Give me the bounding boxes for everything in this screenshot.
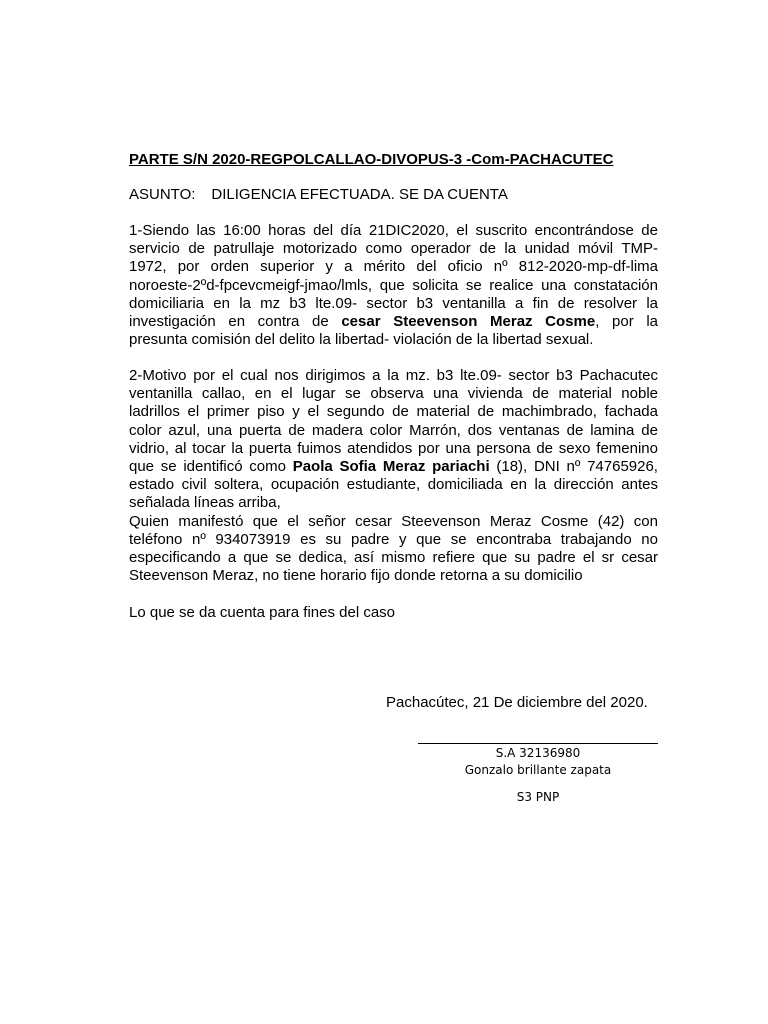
paragraph-line: 1972, por orden superior y a mérito del oficio nº 812-2020-mp-df-lima	[129, 258, 658, 276]
paragraph-line: 2-Motivo por el cual nos dirigimos a la mz. b3 lte.09- sector b3 Pachacutec	[129, 367, 658, 384]
paragraph-line: domiciliaria en la mz b3 lte.09- sector b3 ventanilla a fin de resolver la	[129, 294, 658, 312]
witness-name: Paola Sofia Meraz pariachi	[292, 458, 490, 476]
paragraph-line: 1-Siendo las 16:00 horas del día 21DIC2020, el suscrito encontrándose de	[129, 222, 658, 239]
text-after: , por la	[595, 313, 659, 331]
text-before: que se identificó como	[129, 458, 286, 476]
paragraph-line: Steevenson Meraz, no tiene horario fijo donde retorna a su domicilio	[129, 567, 583, 585]
signature-name: Gonzalo brillante zapata	[464, 763, 612, 777]
paragraph-line: servicio de patrullaje motorizado como operador de la unidad móvil TMP-	[129, 240, 658, 258]
signature-id: S.A 32136980	[495, 746, 581, 760]
paragraph-line: vidrio, al tocar la puerta fuimos atendidos por una persona de sexo femenino	[129, 439, 658, 457]
paragraph-line: especificando a que se dedica, así mismo refiere que su padre el sr cesar	[129, 549, 658, 567]
paragraph-line-with-name	[129, 458, 658, 476]
paragraph-line: teléfono nº 934073919 es su padre y que se encontraba trabajando no	[129, 530, 658, 548]
suspect-name: cesar Steevenson Meraz Cosme	[341, 313, 596, 331]
closing-line: Lo que se da cuenta para fines del caso	[129, 604, 396, 621]
signature-rank: S3 PNP	[516, 790, 560, 804]
paragraph-line: señalada líneas arriba,	[129, 494, 281, 512]
asunto-text: DILIGENCIA EFECTUADA. SE DA CUENTA	[211, 186, 508, 203]
signature-line	[418, 743, 658, 744]
place-date: Pachacútec, 21 De diciembre del 2020.	[386, 694, 648, 711]
paragraph-line: ventanilla callao, en el lugar se observa una vivienda de material noble	[129, 385, 658, 403]
text-after: (18), DNI nº 74765926,	[496, 458, 658, 476]
paragraph-line: estado civil soltera, ocupación estudiante, domiciliada en la dirección antes	[129, 476, 658, 494]
paragraph-line: noroeste-2ºd-fpcevcmeigf-jmao/lmls, que solicita se realice una constatación	[129, 276, 658, 294]
paragraph-line: Quien manifestó que el señor cesar Steevenson Meraz Cosme (42) con	[129, 512, 658, 530]
paragraph-line-with-name	[129, 313, 658, 331]
text-before: investigación en contra de	[129, 313, 329, 331]
paragraph-1	[129, 222, 658, 349]
paragraph-line: presunta comisión del delito la libertad- violación de la libertad sexual.	[129, 331, 594, 349]
asunto-label: ASUNTO:	[129, 186, 196, 203]
paragraph-line: ladrillos el primer piso y el segundo de material de machimbrado, fachada	[129, 403, 658, 421]
paragraph-2	[129, 367, 658, 585]
paragraph-line: color azul, una puerta de madera color Marrón, dos ventanas de lamina de	[129, 421, 658, 439]
asunto-line	[129, 186, 508, 204]
document-title: PARTE S/N 2020-REGPOLCALLAO-DIVOPUS-3 -Com-PACHACUTEC	[129, 151, 614, 168]
closing-statement	[129, 604, 658, 622]
